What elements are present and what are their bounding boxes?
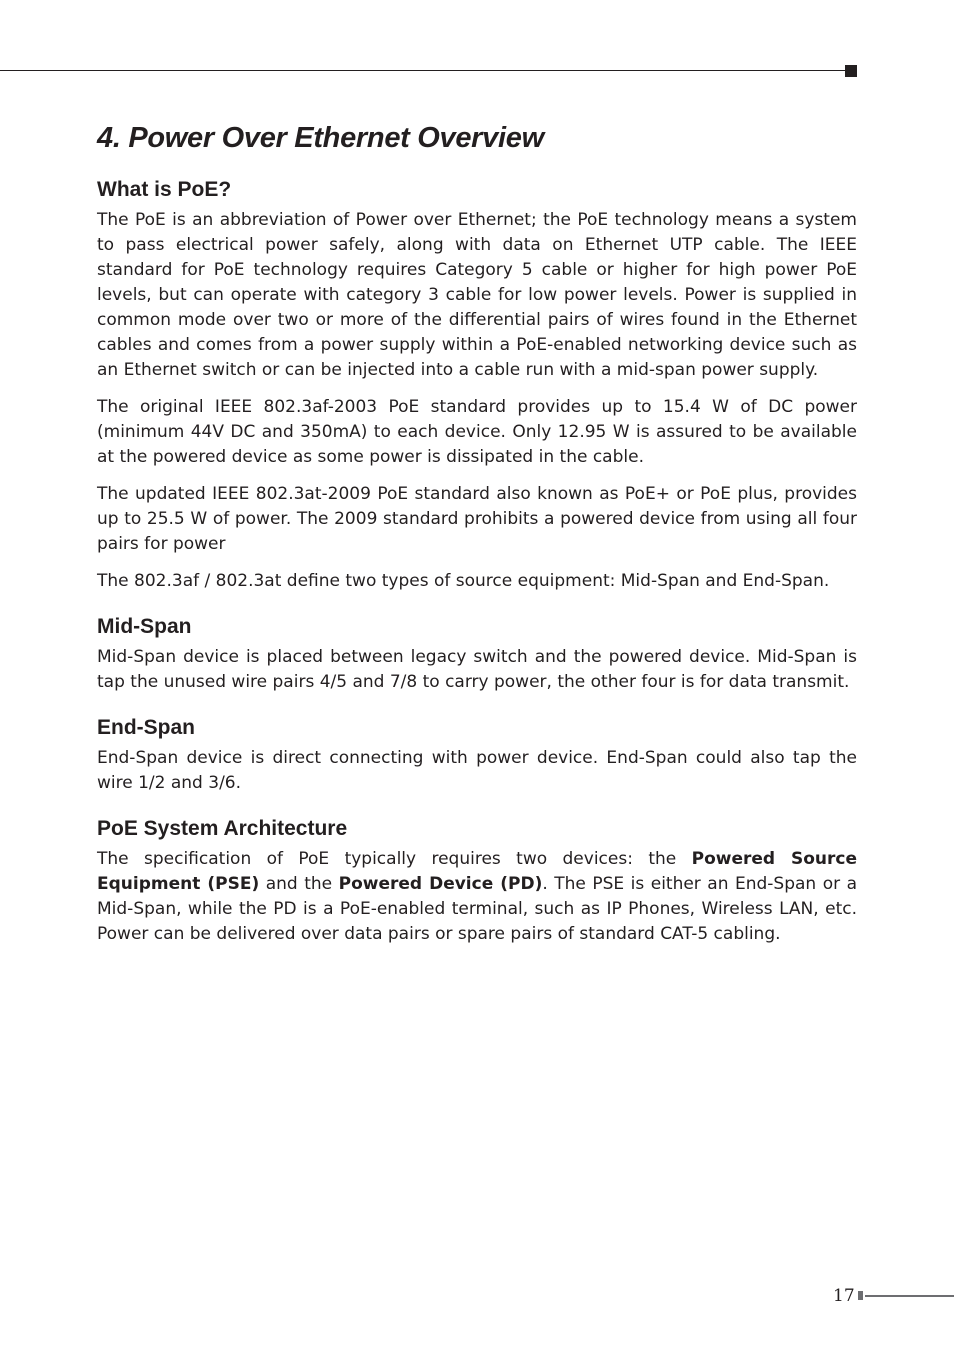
page-content: [97, 118, 857, 959]
arch-text-3: . The PSE is either an End-Span or a Mid-Span, while the PD is a PoE-enabled terminal, such as IP Phones, Wireless LAN, etc. Power can be delivered over data pairs or spare pairs of standard CAT-5 cabling.: [97, 874, 858, 944]
arch-text-2: and the: [259, 874, 339, 894]
heading-mid-span: Mid-Span: [97, 615, 192, 638]
paragraph-mid-span: Mid-Span device is placed between legacy switch and the powered device. Mid-Span is tap the unused wire pairs 4/5 and 7/8 to carry power, the other four is for data transmit.: [97, 647, 857, 692]
footer-marker: [858, 1291, 863, 1300]
arch-text-1: The specification of PoE typically requires two devices: the: [97, 849, 692, 869]
header-rule: [0, 70, 848, 71]
heading-end-span: End-Span: [97, 716, 195, 739]
chapter-title: 4. Power Over Ethernet Overview: [97, 122, 544, 154]
arch-bold-pd: Powered Device (PD): [338, 874, 543, 894]
paragraph-poe-definition: The PoE is an abbreviation of Power over Ethernet; the PoE technology means a system to pass electrical power safely, along with data on Ethernet UTP cable. The IEEE standard for PoE technology requires Category 5 cable or higher for high power PoE levels, but can operate with category 3 cable for low power levels. Power is supplied in common mode over two or more of the differential pairs of wires found in the Ethernet cables and comes from a power supply within a PoE-enabled networking device such as an Ethernet switch or can be injected into a cable run with a mid-span power supply.: [97, 210, 857, 380]
heading-what-is-poe: What is PoE?: [97, 178, 232, 201]
footer-rule: [865, 1295, 954, 1297]
paragraph-end-span: End-Span device is direct connecting with power device. End-Span could also tap the wire 1/2 and 3/6.: [97, 748, 857, 793]
paragraph-source-types: The 802.3af / 802.3at define two types of source equipment: Mid-Span and End-Span.: [97, 571, 830, 591]
page-number: 17: [833, 1286, 855, 1306]
paragraph-802-3af: The original IEEE 802.3af-2003 PoE standard provides up to 15.4 W of DC power (minimum 44V DC and 350mA) to each device. Only 12.95 W is assured to be available at the powered device as some power is dissipated in the cable.: [97, 397, 857, 467]
header-square-marker: [845, 65, 857, 77]
arch-bold-pse: Powered Source Equipment (PSE): [97, 849, 858, 894]
heading-poe-architecture: PoE System Architecture: [97, 817, 348, 840]
paragraph-802-3at: The updated IEEE 802.3at-2009 PoE standard also known as PoE+ or PoE plus, provides up to 25.5 W of power. The 2009 standard prohibits a powered device from using all four pairs for power: [97, 484, 857, 554]
paragraph-poe-architecture: [97, 847, 857, 947]
